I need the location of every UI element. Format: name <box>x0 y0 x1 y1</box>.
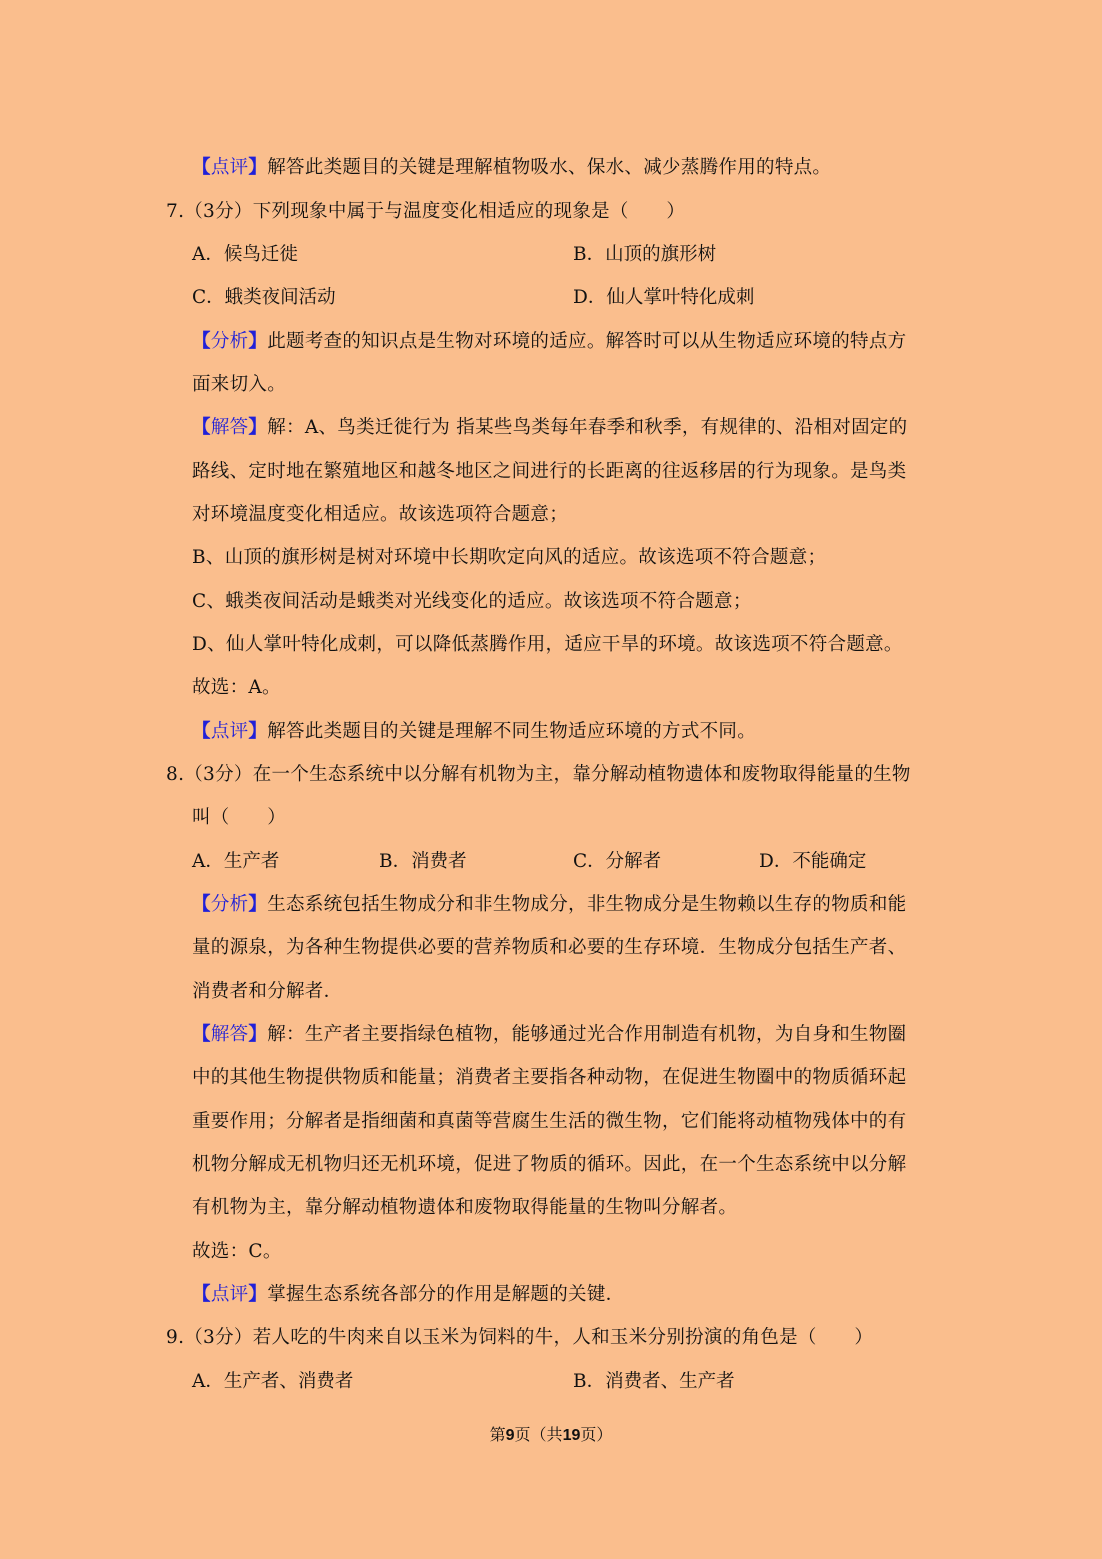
prev-comment: 【点评】解答此类题目的关键是理解植物吸水、保水、减少蒸腾作用的特点。 <box>192 157 832 178</box>
q8-option-d: D．不能确定 <box>759 851 867 872</box>
q7-answer-line: 路线、定时地在繁殖地区和越冬地区之间进行的长距离的往返移居的行为现象。是鸟类 <box>192 461 907 482</box>
analysis-tag: 【分析】 <box>192 331 268 352</box>
q8-answer-line: 重要作用；分解者是指细菌和真菌等营腐生生活的微生物，它们能将动植物残体中的有 <box>192 1111 907 1132</box>
q7-option-c: C．蛾类夜间活动 <box>192 287 336 308</box>
q7-answer-line: C、蛾类夜间活动是蛾类对光线变化的适应。故该选项不符合题意； <box>192 591 752 612</box>
q8-analysis-line: 消费者和分解者． <box>192 981 343 1002</box>
comment-tag: 【点评】 <box>192 1284 268 1305</box>
answer-tag: 【解答】 <box>192 1024 268 1045</box>
q8-option-c: C．分解者 <box>573 851 662 872</box>
comment-tag: 【点评】 <box>192 157 268 178</box>
q7-answer-line: B、山顶的旗形树是树对环境中长期吹定向风的适应。故该选项不符合题意； <box>192 547 827 568</box>
comment-tag: 【点评】 <box>192 721 268 742</box>
q8-answer-line: 中的其他生物提供物质和能量；消费者主要指各种动物，在促进生物圈中的物质循环起 <box>192 1067 907 1088</box>
page-total: 19 <box>562 1427 581 1444</box>
q7-option-b: B．山顶的旗形树 <box>573 244 717 265</box>
q8-option-b: B．消费者 <box>379 851 467 872</box>
q9-option-b: B．消费者、生产者 <box>573 1371 735 1392</box>
q7-answer: 【解答】解：A、鸟类迁徙行为 指某些鸟类每年春季和秋季，有规律的、沿相对固定的 <box>192 417 908 438</box>
q9-option-a: A．生产者、消费者 <box>192 1371 354 1392</box>
page-footer: 第9页（共19页） <box>489 1425 613 1444</box>
analysis-tag: 【分析】 <box>192 894 268 915</box>
q8-answer-line: 有机物为主，靠分解动植物遗体和废物取得能量的生物叫分解者。 <box>192 1197 738 1218</box>
q7-option-d: D．仙人掌叶特化成刺 <box>573 287 755 308</box>
q8-option-a: A．生产者 <box>192 851 280 872</box>
q8-analysis: 【分析】生态系统包括生物成分和非生物成分，非生物成分是生物赖以生存的物质和能 <box>192 894 907 915</box>
q8-analysis-line: 量的源泉，为各种生物提供必要的营养物质和必要的生存环境．生物成分包括生产者、 <box>192 937 907 958</box>
q7-option-a: A．候鸟迁徙 <box>192 244 298 265</box>
q7-analysis-line: 面来切入。 <box>192 374 287 395</box>
page-number: 9 <box>505 1427 515 1444</box>
q7-analysis: 【分析】此题考查的知识点是生物对环境的适应。解答时可以从生物适应环境的特点方 <box>192 331 907 352</box>
q8-answer: 【解答】解：生产者主要指绿色植物，能够通过光合作用制造有机物，为自身和生物圈 <box>192 1024 907 1045</box>
q7-stem: 7.（3分）下列现象中属于与温度变化相适应的现象是（ ） <box>166 201 686 222</box>
q7-comment: 【点评】解答此类题目的关键是理解不同生物适应环境的方式不同。 <box>192 721 757 742</box>
q7-answer-line: D、仙人掌叶特化成刺，可以降低蒸腾作用，适应干旱的环境。故该选项不符合题意。 <box>192 634 903 655</box>
q9-stem: 9.（3分）若人吃的牛肉来自以玉米为饲料的牛，人和玉米分别扮演的角色是（ ） <box>166 1327 874 1348</box>
q8-comment: 【点评】掌握生态系统各部分的作用是解题的关键． <box>192 1284 625 1305</box>
q7-choice: 故选：A。 <box>192 677 281 698</box>
q8-stem: 8.（3分）在一个生态系统中以分解有机物为主，靠分解动植物遗体和废物取得能量的生物 <box>166 764 911 785</box>
q8-choice: 故选：C。 <box>192 1241 282 1262</box>
answer-tag: 【解答】 <box>192 417 268 438</box>
q8-answer-line: 机物分解成无机物归还无机环境，促进了物质的循环。因此，在一个生态系统中以分解 <box>192 1154 907 1175</box>
q7-answer-line: 对环境温度变化相适应。故该选项符合题意； <box>192 504 569 525</box>
q8-stem-line: 叫（ ） <box>192 807 287 828</box>
